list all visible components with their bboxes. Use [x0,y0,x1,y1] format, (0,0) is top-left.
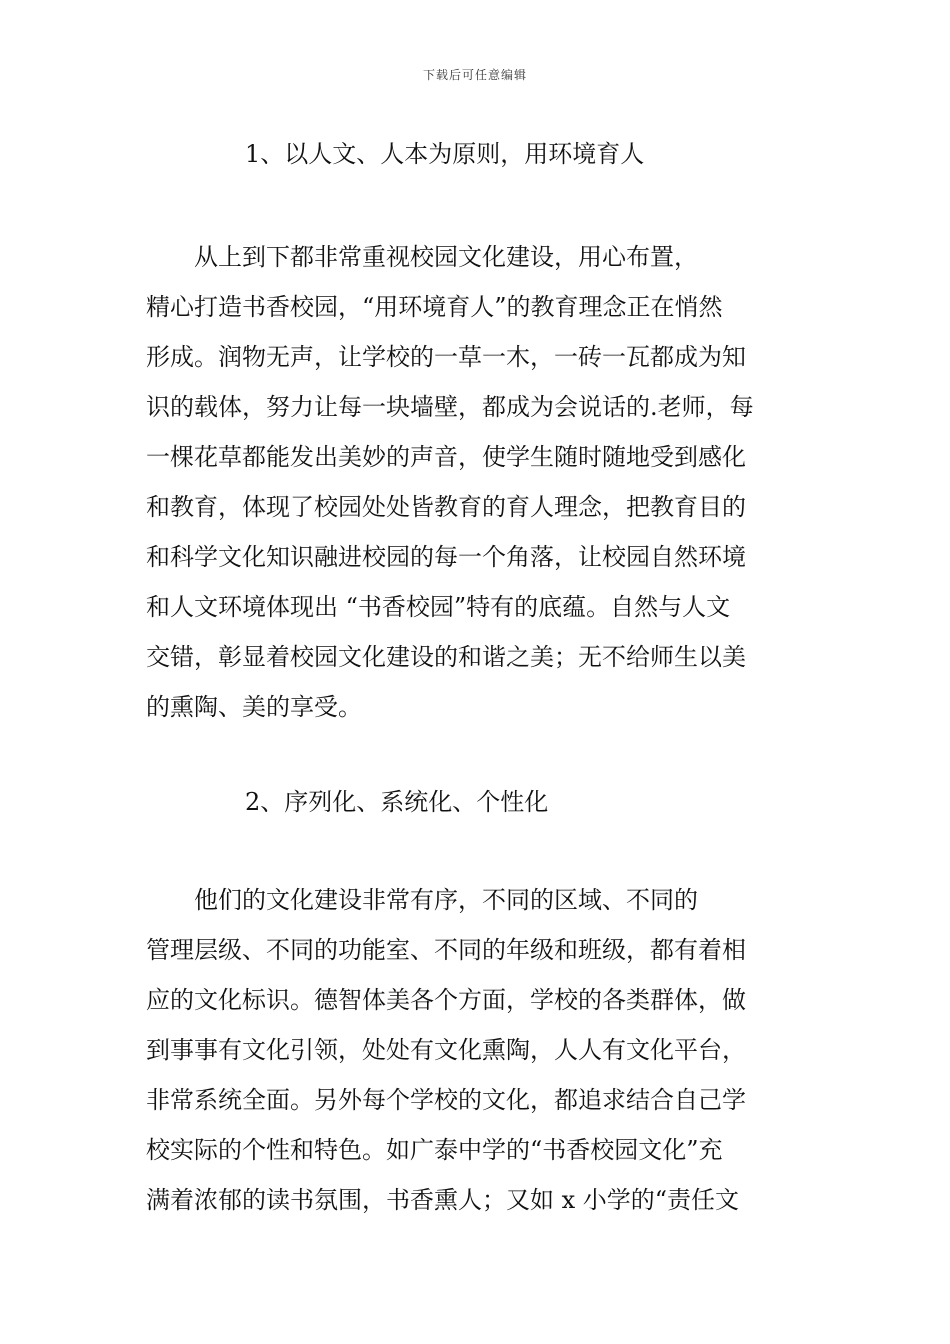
paragraph-line: 管理层级、不同的功能室、不同的年级和班级，都有着相 [146,936,746,964]
section-2-paragraph [146,875,806,1225]
paragraph-line: 识的载体，努力让每一块墙壁，都成为会说话的.老师，每 [146,393,754,421]
section-1-paragraph [146,232,806,732]
paragraph-line: 从上到下都非常重视校园文化建设，用心布置， [146,243,698,271]
header-note: 下载后可任意编辑 [422,68,527,82]
section-1-heading: 1、以人文、人本为原则，用环境育人 [245,140,645,168]
paragraph-line: 精心打造书香校园，“用环境育人”的教育理念正在悄然 [146,293,723,321]
paragraph-line: 和科学文化知识融进校园的每一个角落，让校园自然环境 [146,543,746,571]
section-2-heading: 2、序列化、系统化、个性化 [245,788,549,816]
paragraph-line: 和人文环境体现出 “书香校园”特有的底蕴。自然与人文 [146,593,731,621]
paragraph-line: 他们的文化建设非常有序，不同的区域、不同的 [146,886,698,914]
paragraph-line: 满着浓郁的读书氛围，书香熏人；又如 x 小学的“责任文 [146,1186,740,1214]
paragraph-line: 一棵花草都能发出美妙的声音，使学生随时随地受到感化 [146,443,746,471]
paragraph-line: 校实际的个性和特色。如广泰中学的“书香校园文化”充 [146,1136,723,1164]
paragraph-line: 到事事有文化引领，处处有文化熏陶，人人有文化平台， [146,1036,746,1064]
paragraph-line: 和教育，体现了校园处处皆教育的育人理念，把教育目的 [146,493,746,521]
paragraph-line: 非常系统全面。另外每个学校的文化，都追求结合自己学 [146,1086,746,1114]
paragraph-line: 形成。润物无声，让学校的一草一木，一砖一瓦都成为知 [146,343,746,371]
paragraph-line: 的熏陶、美的享受。 [146,693,362,721]
paragraph-line: 应的文化标识。德智体美各个方面，学校的各类群体，做 [146,986,746,1014]
paragraph-line: 交错，彰显着校园文化建设的和谐之美；无不给师生以美 [146,643,746,671]
